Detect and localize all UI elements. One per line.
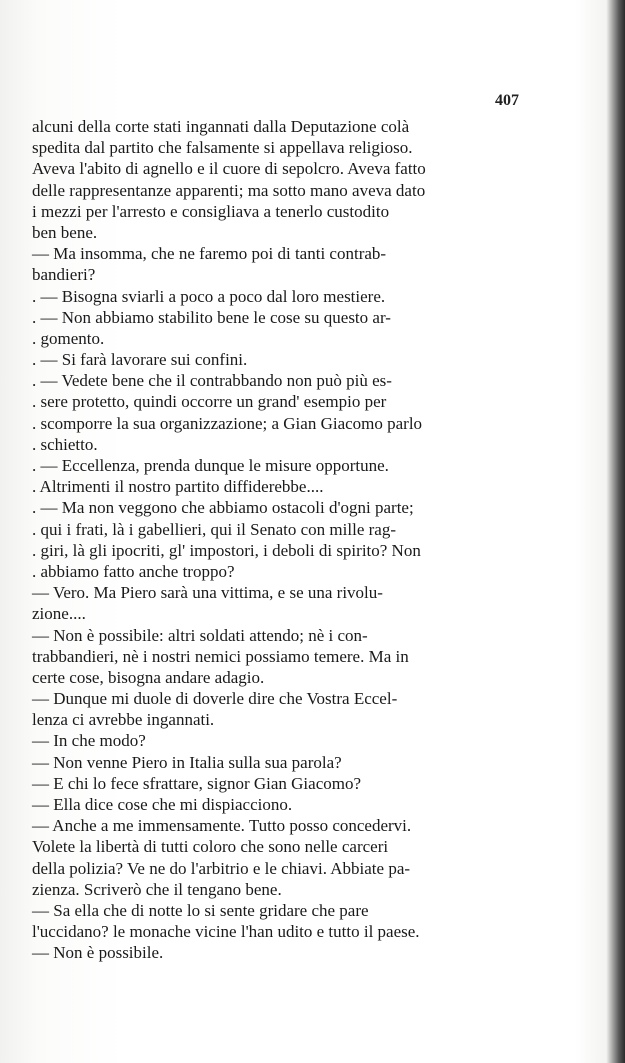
page-number: 407 [495,92,519,109]
text-line: zienza. Scriverò che il tengano bene. [32,879,282,899]
text-line: — In che modo? [32,731,146,751]
text-line: — Dunque mi duole di doverle dire che Vostra Eccel- [32,689,398,709]
text-line: trabbandieri, nè i nostri nemici possiamo temere. Ma in [32,646,409,666]
text-line: — Non è possibile: altri soldati attendo; nè i con- [32,625,368,645]
text-line: . — Eccellenza, prenda dunque le misure opportune. [32,456,389,475]
text-line: . — Si farà lavorare sui confini. [32,350,248,370]
text-line: zione.... [32,604,86,624]
text-line: lenza ci avrebbe ingannati. [32,710,215,730]
text-line: . giri, là gli ipocriti, gl' impostori, i deboli di spirito? Non [32,540,421,560]
text-line: della polizia? Ve ne do l'arbitrio e le chiavi. Abbiate pa- [32,858,411,878]
text-line: — Ella dice cose che mi dispiacciono. [32,795,293,814]
text-line: ben bene. [32,222,98,242]
text-line: Volete la libertà di tutti coloro che sono nelle carceri [32,837,389,857]
text-line: bandieri? [32,265,96,285]
text-line: certe cose, bisogna andare adagio. [32,667,265,687]
text-line: — Sa ella che di notte lo si sente gridare che pare [32,900,369,920]
text-line: l'uccidano? le monache vicine l'han udito e tutto il paese. [32,922,420,942]
text-line: . Altrimenti il nostro partito diffiderebbe.... [32,477,324,497]
text-line: — Non è possibile. [32,943,164,963]
text-line: . — Ma non veggono che abbiamo ostacoli d'ogni parte; [32,498,414,518]
text-line: i mezzi per l'arresto e consigliava a tenerlo custodito [32,201,390,221]
text-line: . — Vedete bene che il contrabbando non può più es- [32,371,392,391]
text-line: . — Bisogna sviarli a poco a poco dal loro mestiere. [32,286,386,306]
text-line: — Vero. Ma Piero sarà una vittima, e se una rivolu- [32,583,383,603]
text-line: alcuni della corte stati ingannati dalla Deputazione colà [32,117,410,136]
body-text [32,116,532,964]
text-line: . sere protetto, quindi occorre un grand' esempio per [32,392,387,412]
text-line: — Non venne Piero in Italia sulla sua parola? [32,752,342,772]
text-line: Aveva l'abito di agnello e il cuore di sepolcro. Aveva fatto [32,159,426,179]
text-line: delle rappresentanze apparenti; ma sotto mano aveva dato [32,180,426,200]
text-line: . gomento. [32,328,105,348]
text-line: . qui i frati, là i gabellieri, qui il Senato con mille rag- [32,519,396,539]
text-line: . schietto. [32,434,98,454]
text-line: — Anche a me immensamente. Tutto posso concedervi. [32,816,412,836]
text-line: . abbiamo fatto anche troppo? [32,561,235,581]
text-line: spedita dal partito che falsamente si appellava religioso. [32,138,413,158]
text-line: — E chi lo fece sfrattare, signor Gian Giacomo? [32,773,362,793]
text-line: — Ma insomma, che ne faremo poi di tanti contrab- [32,244,387,264]
text-line: . — Non abbiamo stabilito bene le cose su questo ar- [32,307,391,327]
text-line: . scomporre la sua organizzazione; a Gian Giacomo parlo [32,413,423,433]
